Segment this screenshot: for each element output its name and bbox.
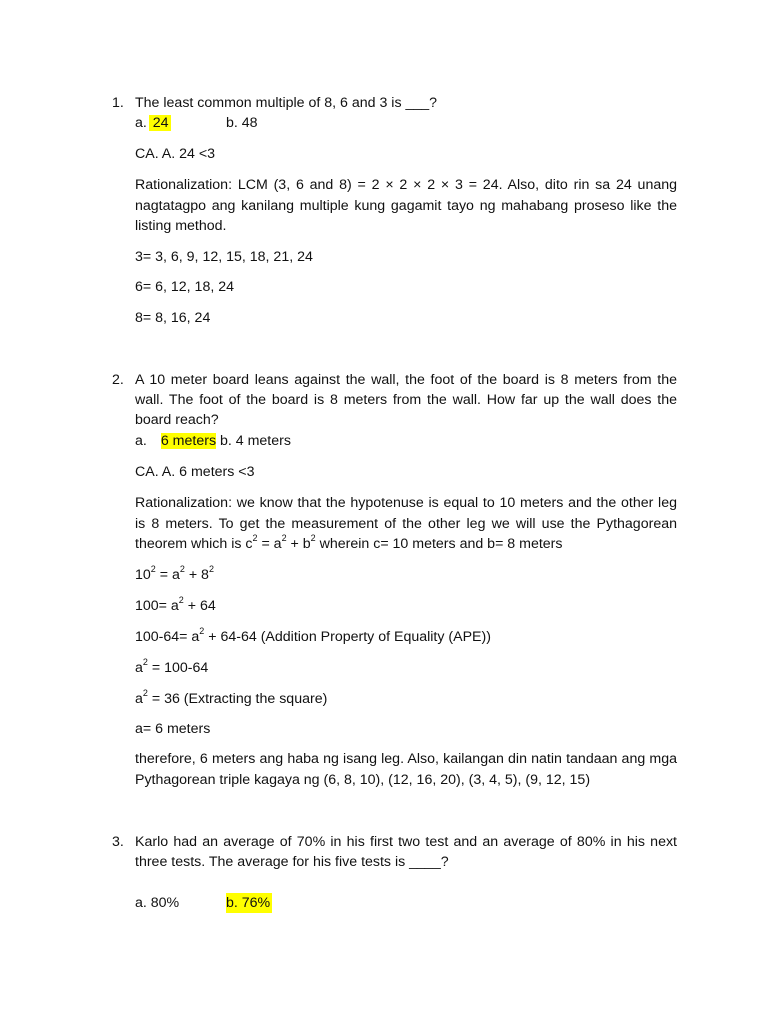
choice-b: b. 48 (226, 115, 258, 131)
question-number: 2. (112, 372, 124, 388)
multiples-6: 6= 6, 12, 18, 24 (135, 279, 235, 295)
equation-6: a= 6 meters (135, 721, 211, 737)
question-text: The least common multiple of 8, 6 and 3 is ___? (135, 95, 438, 111)
choice-a: a. 6 meters b. 4 meters (135, 433, 291, 449)
equation-4: $a^2 = 100-64$ (135, 657, 209, 676)
equation-5: $a^2 = 36$ (Extracting the square) (135, 688, 328, 707)
multiples-3: 3= 3, 6, 9, 12, 15, 18, 21, 24 (135, 249, 313, 265)
rationalization: Rationalization: LCM (3, 6 and 8) = 2 × 2 × 2 × 3 = 24. Also, dito rin sa 24 unang nagtatagpo ang kanilang multiple kung gagamit tayo ng mahabang proseso like the listing method. (135, 177, 677, 234)
choice-a: a. 80% (135, 895, 180, 911)
choice-a: a. 24 (135, 115, 169, 131)
question-number: 1. (112, 95, 124, 111)
rationalization: Rationalization: we know that the hypotenuse is equal to 10 meters and the other leg is 8 meters. To get the measurement of the other leg we will use the Pythagorean theorem which is $c^2 = a^2 + b^2$ wherein c= 10 meters and b= 8 meters (135, 495, 677, 552)
equation-2: $100= a^2 + 64$ (135, 595, 216, 614)
choice-b: b. 4 meters (216, 433, 291, 449)
choice-b: b. 76% (226, 895, 271, 911)
conclusion: therefore, 6 meters ang haba ng isang leg. Also, kailangan din natin tandaan ang mga Pythagorean triple kagaya ng (6, 8, 10), (12, 16, 20), (3, 4, 5), (9, 12, 15) (135, 751, 677, 788)
equation-1: $10^2 = a^2 + 8^2$ (135, 564, 214, 583)
multiples-8: 8= 8, 16, 24 (135, 310, 211, 326)
choice-a-highlight: 24 (148, 115, 169, 131)
question-number: 3. (112, 834, 124, 850)
question-text: A 10 meter board leans against the wall, the foot of the board is 8 meters from the wall. The foot of the board is 8 meters from the wall. How far up the wall does the board reach? (135, 372, 677, 428)
correct-answer: CA. A. 24 <3 (135, 146, 216, 162)
question-text: Karlo had an average of 70% in his first two test and an average of 80% in his next three tests. The average for his five tests is ____? (135, 834, 677, 870)
correct-answer: CA. A. 6 meters <3 (135, 464, 255, 480)
equation-3: $100-64= a^2 + 64-64$ (Addition Property of Equality (APE)) (135, 626, 491, 645)
choice-a-highlight: 6 meters (160, 433, 217, 449)
